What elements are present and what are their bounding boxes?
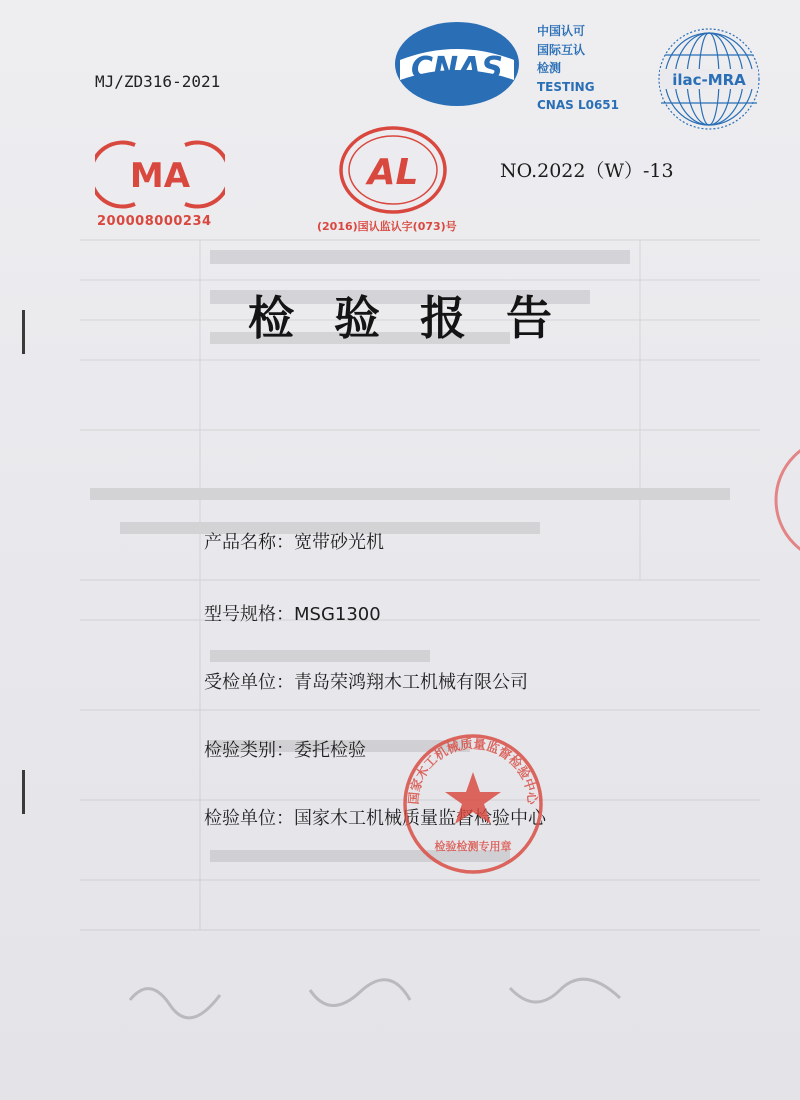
field-product-name xyxy=(204,528,384,554)
cal-certificate-number: (2016)国认监认字(073)号 xyxy=(317,220,457,233)
official-seal-icon xyxy=(398,732,548,877)
document-code: MJ/ZD316-2021 xyxy=(95,72,221,91)
field-label: 受检单位： xyxy=(204,672,294,693)
field-label: 检验类别： xyxy=(204,740,294,761)
report-number: NO.2022（W）-13 xyxy=(500,160,674,182)
field-inspection-type xyxy=(204,736,366,762)
seal-ring-text: 国家木工机械质量监督检验中心 xyxy=(405,736,541,806)
cma-logo-text: MA xyxy=(129,156,191,196)
cnas-line: 国际互认 xyxy=(537,42,586,57)
field-value: 青岛荣鸿翔木工机械有限公司 xyxy=(294,672,528,693)
cnas-line: 检测 xyxy=(537,61,562,75)
field-value: 国家木工机械质量监督检验中心 xyxy=(294,808,546,829)
cnas-logo-icon xyxy=(392,20,522,108)
cal-logo-text: AL xyxy=(367,152,419,193)
field-label: 检验单位： xyxy=(204,808,294,829)
cnas-line: 中国认可 xyxy=(537,24,586,38)
field-model-spec xyxy=(204,600,381,626)
cnas-badge-text: CNAS xyxy=(411,51,503,86)
field-label: 产品名称： xyxy=(204,532,294,553)
cnas-accreditation-text xyxy=(537,22,619,115)
cnas-line: CNAS L0651 xyxy=(537,98,620,112)
cma-logo-icon xyxy=(95,137,225,212)
ilac-mra-logo-icon xyxy=(650,25,768,133)
report-title: 检验报告 xyxy=(248,291,592,345)
edge-seal-fragment-icon xyxy=(768,430,800,570)
field-inspected-unit xyxy=(204,668,528,694)
cnas-line: TESTING xyxy=(537,79,595,94)
seal-bottom-text: 检验检测专用章 xyxy=(434,840,512,853)
field-value: MSG1300 xyxy=(294,604,381,625)
show-through-signatures xyxy=(90,970,710,1030)
field-label: 型号规格： xyxy=(204,604,294,625)
field-value: 宽带砂光机 xyxy=(294,532,384,553)
cal-logo-icon xyxy=(333,122,453,217)
ilac-mra-text: ilac-MRA xyxy=(672,71,746,89)
binder-mark-bottom xyxy=(22,770,25,814)
field-value: 委托检验 xyxy=(294,740,366,761)
cma-number: 200008000234 xyxy=(97,214,212,229)
